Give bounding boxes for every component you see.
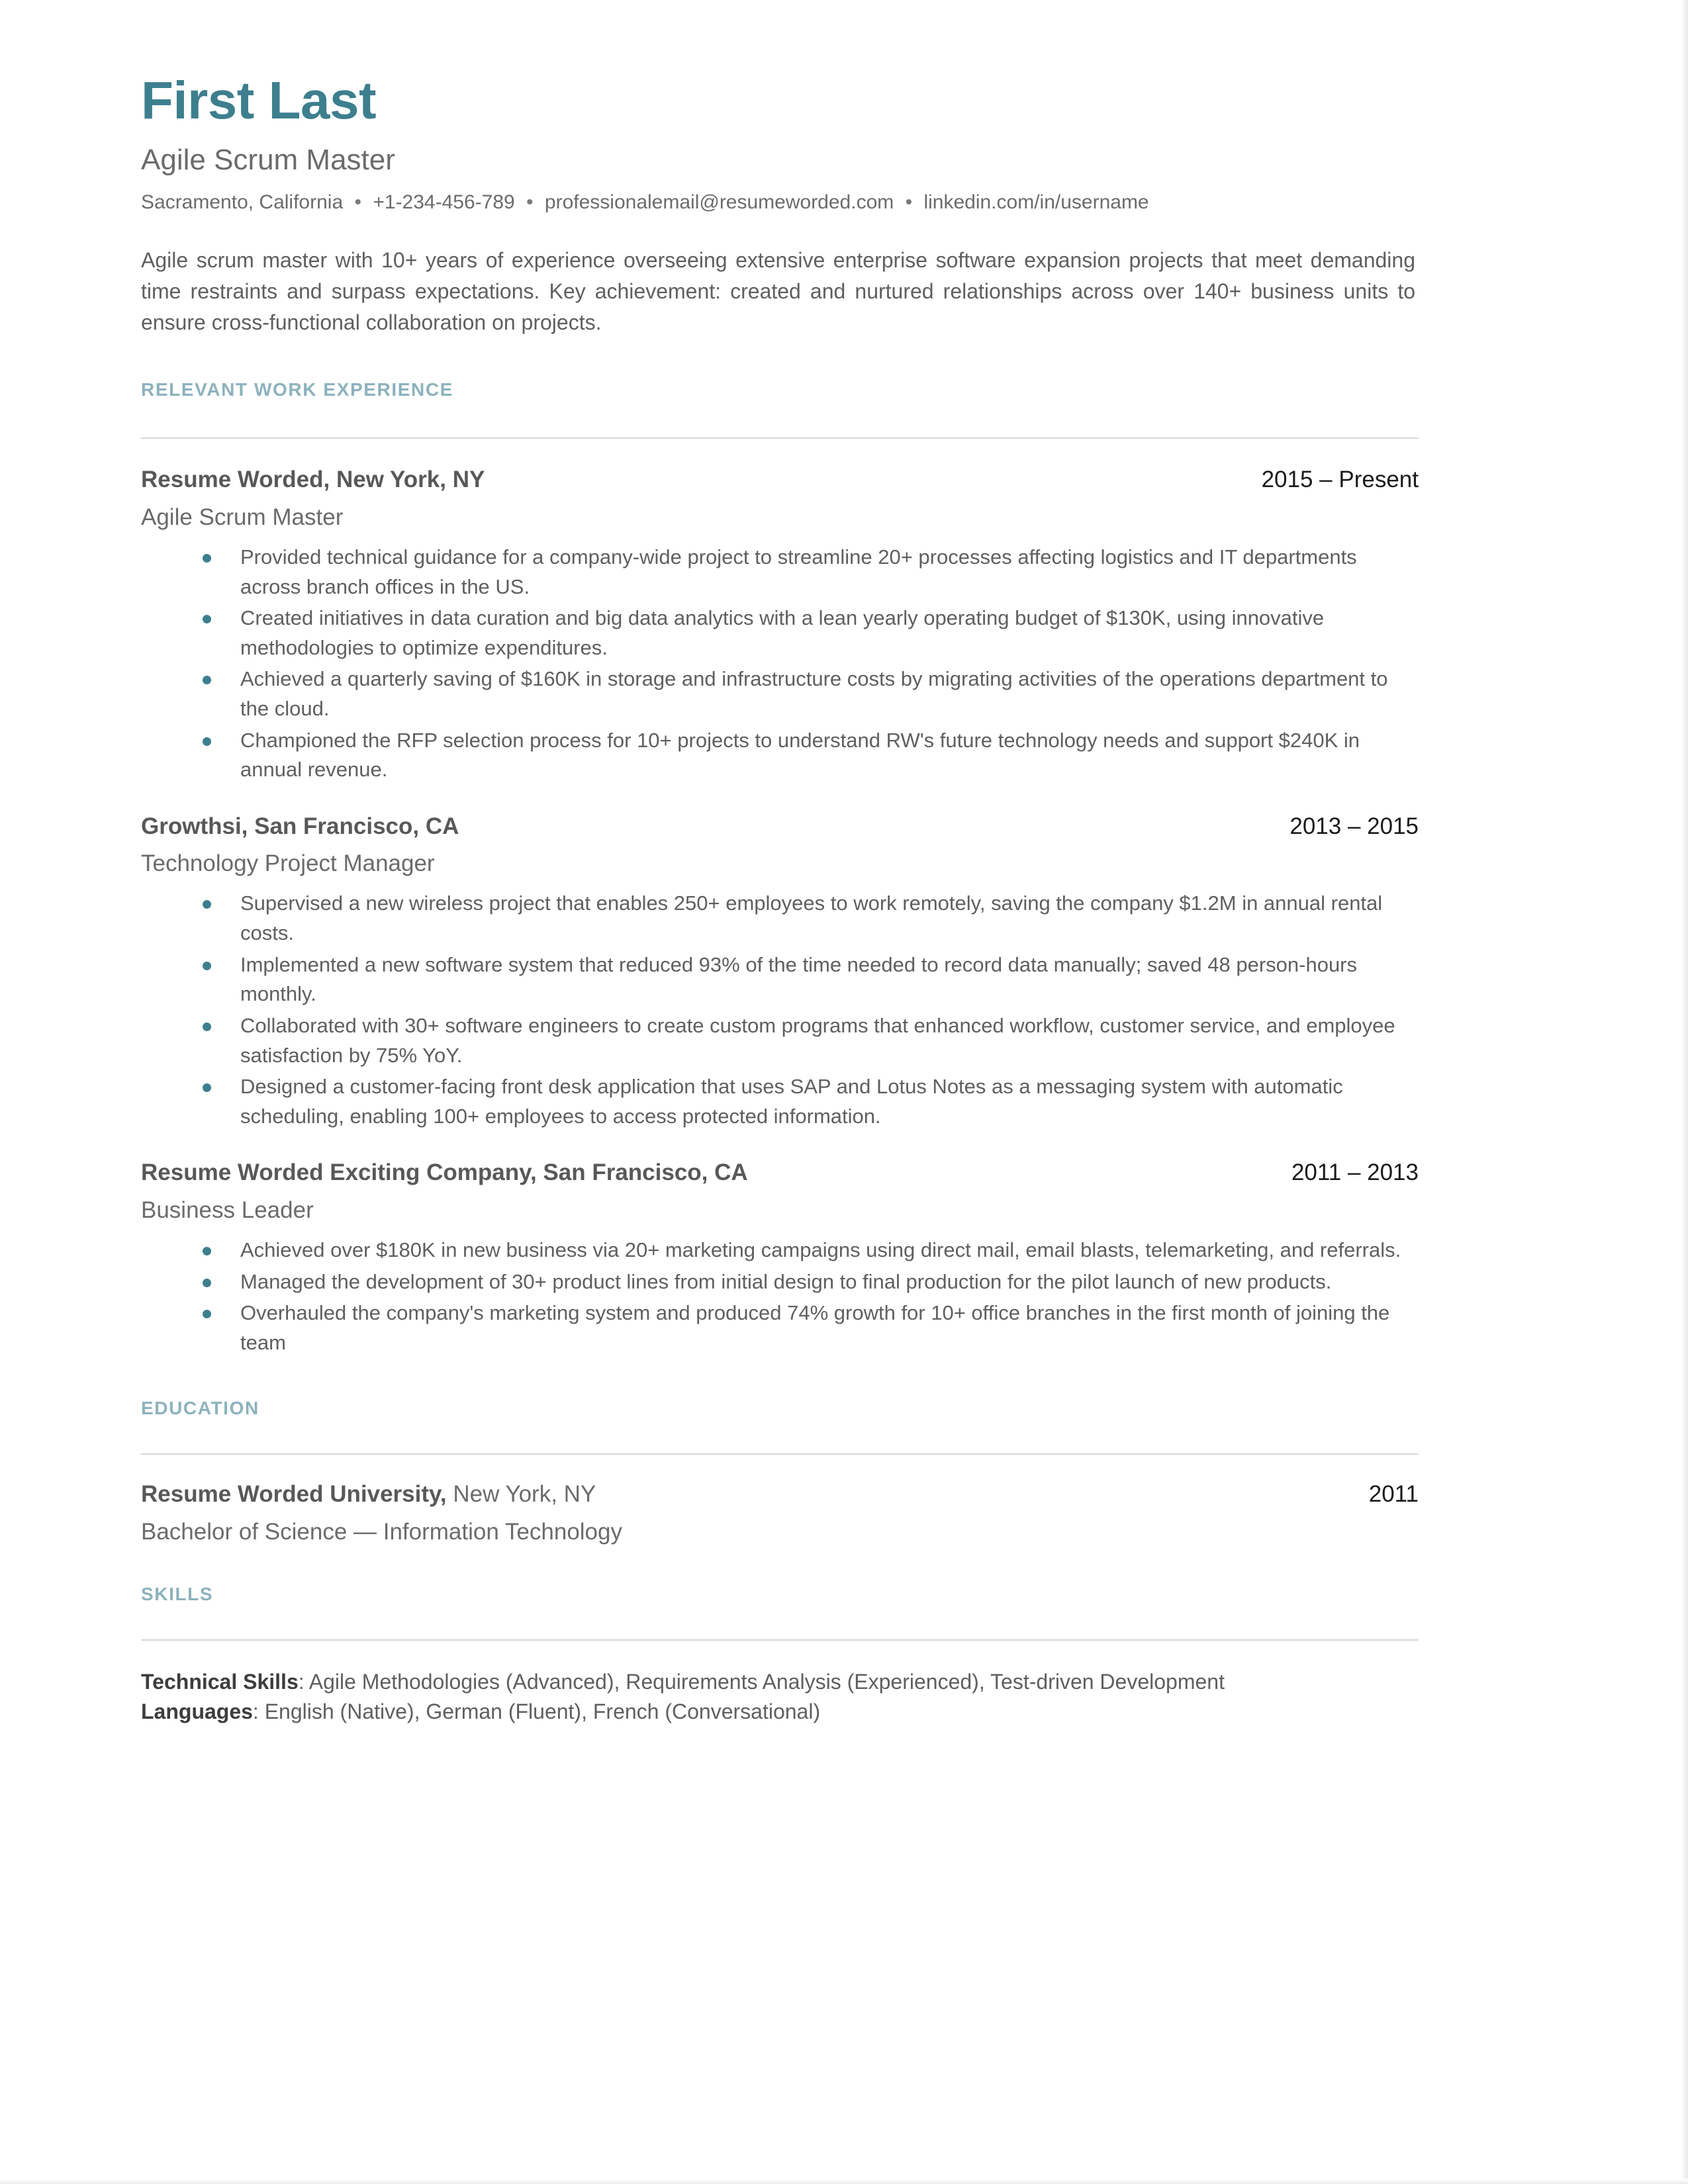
bullet-dot-icon — [203, 1247, 211, 1255]
section-heading-experience: RELEVANT WORK EXPERIENCE — [141, 379, 453, 400]
experience-bullet-list — [141, 1224, 1419, 1360]
contact-separator-icon: • — [354, 191, 362, 214]
experience-organization: Resume Worded Exciting Company, San Francisco, CA — [141, 1160, 748, 1186]
experience-dates: 2013 – 2015 — [1289, 813, 1419, 839]
candidate-name: First Last — [141, 71, 377, 130]
bullet-text: Collaborated with 30+ software engineers to create custom programs that enhanced workflow, customer service, and employee satisfaction by 75% YoY. — [240, 1013, 1395, 1067]
list-item — [141, 1298, 1419, 1359]
list-item — [141, 1267, 1419, 1299]
experience-entry — [141, 439, 1419, 787]
list-item — [141, 543, 1419, 604]
experience-role: Agile Scrum Master — [141, 504, 344, 530]
list-item — [141, 726, 1419, 787]
skills-technical-value: : Agile Methodologies (Advanced), Requirements Analysis (Experienced), Test-driven Development — [298, 1669, 1225, 1694]
bullet-text: Designed a customer-facing front desk application that uses SAP and Lotus Notes as a messaging system with automatic scheduling, enabling 100+ employees to access protected information. — [240, 1075, 1343, 1128]
list-item — [141, 889, 1419, 950]
bullet-dot-icon — [203, 1310, 211, 1318]
list-item — [141, 950, 1419, 1011]
experience-entry-header — [141, 813, 1419, 840]
experience-entry-header — [141, 467, 1419, 493]
section-heading-education: EDUCATION — [141, 1398, 259, 1419]
experience-dates: 2015 – Present — [1261, 467, 1419, 493]
bullet-dot-icon — [203, 1279, 211, 1287]
section-heading-skills: SKILLS — [141, 1583, 214, 1604]
list-item — [141, 1236, 1419, 1267]
skills-languages-value: : English (Native), German (Fluent), French (Conversational) — [252, 1700, 821, 1724]
education-degree: Bachelor of Science — Information Technology — [141, 1518, 622, 1545]
bullet-dot-icon — [203, 1023, 211, 1031]
education-entry — [141, 1455, 1419, 1545]
bullet-dot-icon — [203, 737, 211, 746]
page-edge-bottom — [0, 2179, 1688, 2184]
bullet-dot-icon — [203, 615, 211, 623]
contact-line — [141, 176, 1419, 214]
experience-bullet-list — [141, 877, 1419, 1133]
contact-separator-icon: • — [905, 191, 913, 214]
list-item — [141, 604, 1419, 664]
bullet-dot-icon — [203, 962, 211, 970]
experience-dates: 2011 – 2013 — [1291, 1160, 1419, 1186]
bullet-text: Championed the RFP selection process for 10+ projects to understand RW's future technology needs and support $240K in annual revenue. — [240, 728, 1360, 782]
experience-entry — [141, 787, 1419, 1134]
contact-separator-icon: • — [526, 191, 534, 214]
education-school-location: New York, NY — [446, 1481, 596, 1508]
experience-role: Business Leader — [141, 1197, 314, 1223]
bullet-dot-icon — [203, 554, 211, 563]
skills-languages-line — [141, 1697, 1419, 1727]
list-item — [141, 1011, 1419, 1072]
skills-technical-line — [141, 1667, 1419, 1697]
resume-content — [141, 0, 1419, 1727]
education-entry-header — [141, 1481, 1419, 1508]
skills-technical-label: Technical Skills — [141, 1669, 299, 1694]
experience-entry-header — [141, 1160, 1419, 1186]
candidate-headline: Agile Scrum Master — [141, 144, 395, 176]
bullet-dot-icon — [203, 676, 211, 684]
list-item — [141, 664, 1419, 725]
bullet-text: Provided technical guidance for a company-wide project to streamline 20+ processes affecting logistics and IT departments across branch offices in the US. — [240, 545, 1357, 598]
contact-phone: +1-234-456-789 — [373, 191, 515, 214]
bullet-text: Overhauled the company's marketing system and produced 74% growth for 10+ office branches in the first month of joining the team — [240, 1301, 1390, 1354]
bullet-text: Supervised a new wireless project that enables 250+ employees to work remotely, saving the company $1.2M in annual rental costs. — [240, 891, 1383, 945]
contact-email[interactable]: professionalemail@resumeworded.com — [544, 191, 894, 214]
contact-location: Sacramento, California — [141, 191, 344, 214]
experience-organization: Growthsi, San Francisco, CA — [141, 813, 459, 839]
experience-role: Technology Project Manager — [141, 850, 435, 877]
bullet-text: Achieved over $180K in new business via 20+ marketing campaigns using direct mail, email blasts, telemarketing, and referrals. — [240, 1238, 1401, 1261]
experience-entry — [141, 1133, 1419, 1359]
experience-bullet-list — [141, 531, 1419, 787]
professional-summary: Agile scrum master with 10+ years of experience overseeing extensive enterprise software expansion projects that meet demanding time restraints and surpass expectations. Key achievement: created and nurtured relationships across over 140+ business units to ensure cross-functional collaboration on projects. — [141, 248, 1415, 335]
contact-linkedin[interactable]: linkedin.com/in/username — [923, 191, 1149, 214]
bullet-dot-icon — [203, 900, 211, 909]
bullet-dot-icon — [203, 1083, 211, 1092]
education-school-name: Resume Worded University, — [141, 1481, 447, 1508]
experience-organization: Resume Worded, New York, NY — [141, 467, 485, 493]
bullet-text: Implemented a new software system that reduced 93% of the time needed to record data manually; saved 48 person-hours monthly. — [240, 952, 1358, 1006]
bullet-text: Managed the development of 30+ product lines from initial design to final production for the pilot launch of new products. — [240, 1269, 1332, 1293]
bullet-text: Achieved a quarterly saving of $160K in storage and infrastructure costs by migrating activities of the operations department to the cloud. — [240, 667, 1388, 721]
skills-languages-label: Languages — [141, 1700, 253, 1724]
education-school — [141, 1481, 596, 1508]
page-edge-right — [1681, 0, 1688, 2184]
education-year: 2011 — [1368, 1481, 1419, 1508]
skills-block — [141, 1641, 1419, 1727]
bullet-text: Created initiatives in data curation and big data analytics with a lean yearly operating budget of $130K, using innovative methodologies to optimize expenditures. — [240, 606, 1325, 659]
list-item — [141, 1072, 1419, 1133]
